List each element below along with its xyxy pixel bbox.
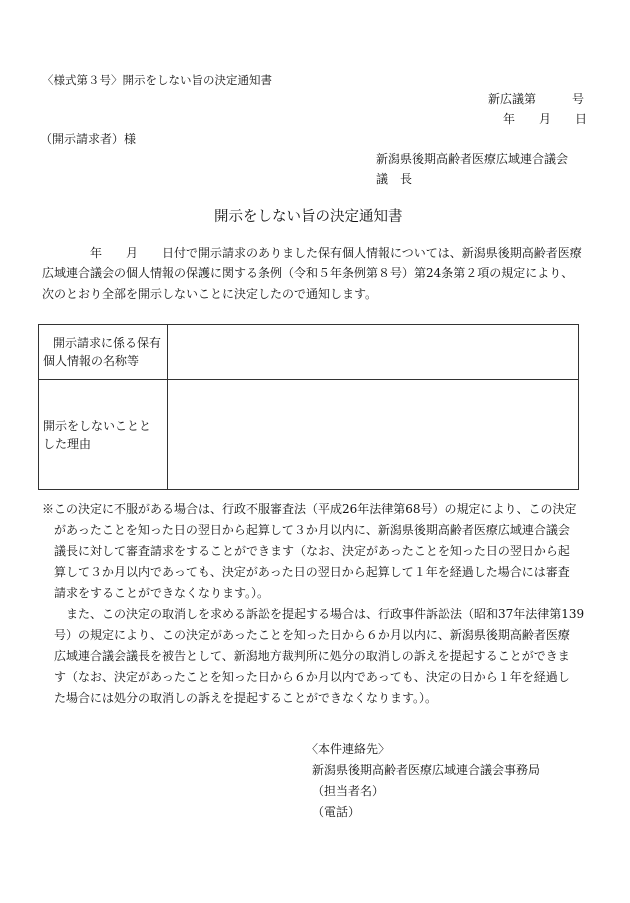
disclosure-table xyxy=(38,324,579,490)
document-number: 新広議第 号 xyxy=(488,92,585,106)
document-date: 年 月 日 xyxy=(503,112,588,126)
nondisclosure-reason-value xyxy=(168,380,579,490)
contact-heading: 〈本件連絡先〉 xyxy=(306,742,391,756)
nondisclosure-reason-label: 開示をしないことと した理由 xyxy=(39,380,168,490)
contact-phone: （電話） xyxy=(312,805,361,819)
requested-info-label: 開示請求に係る保有 個人情報の名称等 xyxy=(39,325,168,380)
requested-info-value xyxy=(168,325,579,380)
issuer-title: 議 長 xyxy=(376,172,413,186)
document-title: 開示をしない旨の決定通知書 xyxy=(214,209,403,225)
form-label: 〈様式第３号〉開示をしない旨の決定通知書 xyxy=(42,73,272,87)
table-row xyxy=(39,380,579,490)
issuer-organization: 新潟県後期高齢者医療広域連合議会 xyxy=(376,152,569,166)
contact-office: 新潟県後期高齢者医療広域連合議会事務局 xyxy=(312,763,541,777)
table-row xyxy=(39,325,579,380)
contact-person: （担当者名） xyxy=(312,784,385,798)
recipient: （開示請求者）様 xyxy=(40,132,137,146)
